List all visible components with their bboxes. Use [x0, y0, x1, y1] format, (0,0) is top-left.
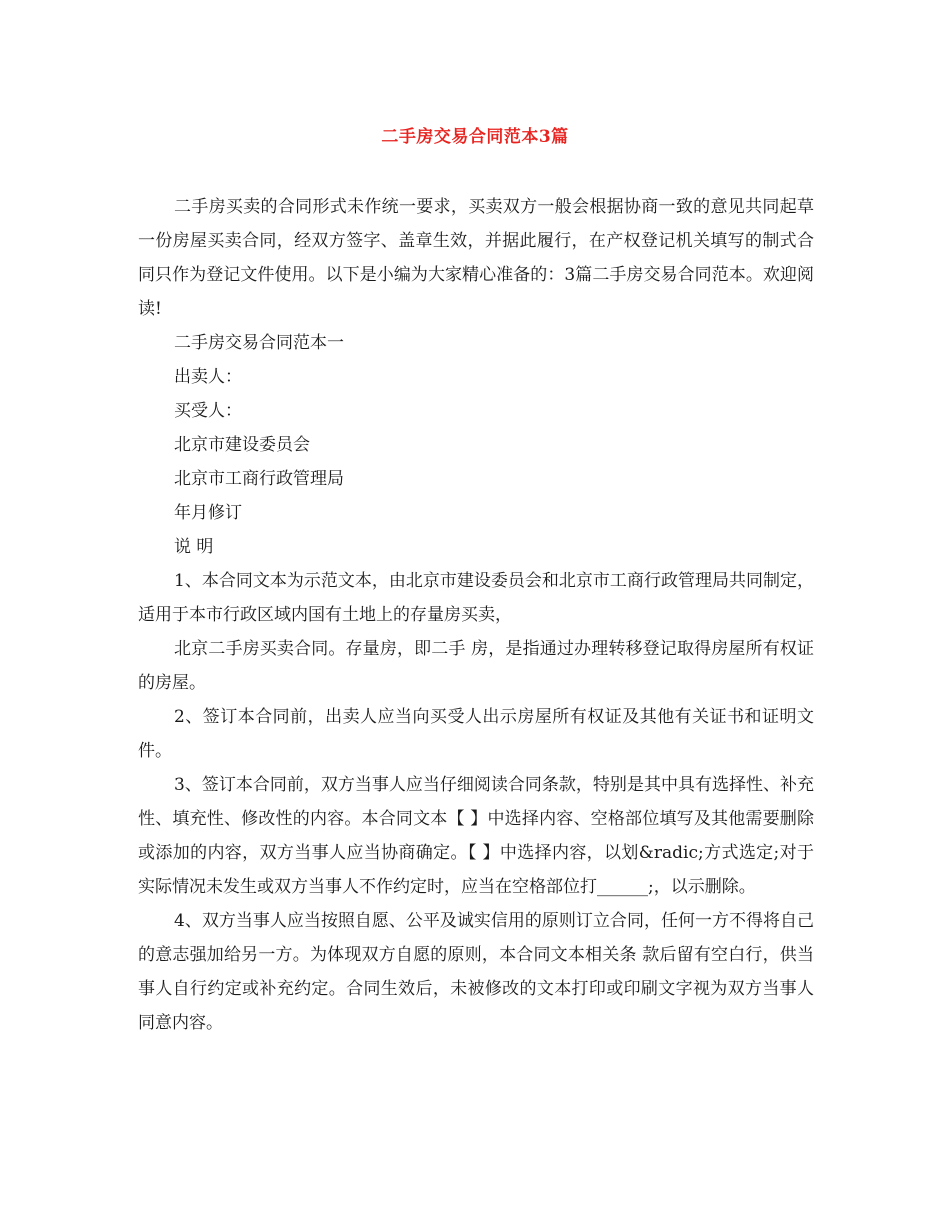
document-body [138, 190, 814, 1040]
paragraph-note-1: 1、本合同文本为示范文本，由北京市建设委员会和北京市工商行政管理局共同制定，适用于本市行政区域内国有土地上的存量房买卖， [138, 571, 814, 625]
paragraph-note-3: 3、签订本合同前，双方当事人应当仔细阅读合同条款，特别是其中具有选择性、补充性、填充性、修改性的内容。本合同文本【 】中选择内容、空格部位填写及其他需要删除或添加的内容，双方当事人应当协商确定。【 】中选择内容，以划&radic;方式选定;对于实际情况未发生或双方当事人不作约定时，应当在空格部位打______;，以示删除。 [138, 775, 814, 897]
document-title: 二手房交易合同范本3篇 [381, 127, 569, 147]
paragraph-note-4: 4、双方当事人应当按照自愿、公平及诚实信用的原则订立合同，任何一方不得将自己的意志强加给另一方。为体现双方自愿的原则，本合同文本相关条 款后留有空白行，供当事人自行约定或补充约定。合同生效后，未被修改的文本打印或印刷文字视为双方当事人同意内容。 [138, 911, 814, 1033]
paragraph-revision: 年月修订 [174, 503, 242, 523]
paragraph-seller: 出卖人： [174, 367, 242, 387]
paragraph-buyer: 买受人： [174, 401, 242, 421]
paragraph-section-heading: 二手房交易合同范本一 [174, 333, 344, 353]
paragraph-note-1-cont: 北京二手房买卖合同。存量房，即二手 房，是指通过办理转移登记取得房屋所有权证的房屋。 [138, 639, 814, 693]
paragraph-notes-heading: 说 明 [174, 537, 214, 557]
paragraph-issuer-commerce: 北京市工商行政管理局 [174, 469, 344, 489]
paragraph-issuer-construction: 北京市建设委员会 [174, 435, 310, 455]
paragraph-intro: 二手房买卖的合同形式未作统一要求，买卖双方一般会根据协商一致的意见共同起草一份房屋买卖合同，经双方签字、盖章生效，并据此履行，在产权登记机关填写的制式合同只作为登记文件使用。以下是小编为大家精心准备的：3篇二手房交易合同范本。欢迎阅读! [138, 197, 814, 319]
paragraph-note-2: 2、签订本合同前，出卖人应当向买受人出示房屋所有权证及其他有关证书和证明文件。 [138, 707, 814, 761]
